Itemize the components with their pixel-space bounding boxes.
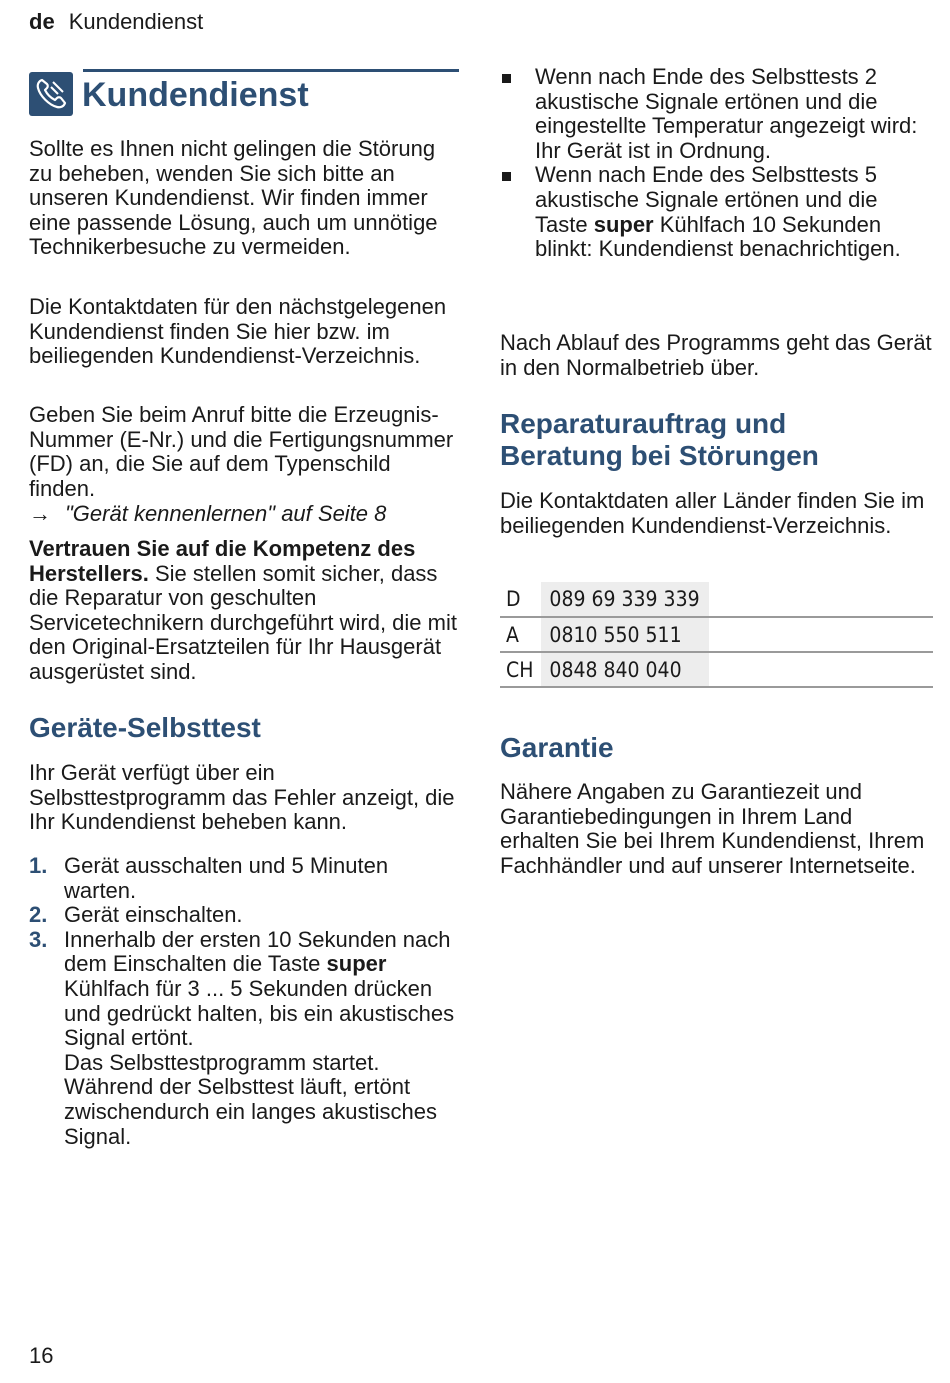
list-item [29,903,461,928]
step-text: Kühlfach für 3 ... 5 Sekunden drücken und gedrückt halten, bis ein akustisches Signal ertönt. [64,975,455,1051]
intro-paragraph-4 [29,537,461,685]
phone-icon [29,72,73,116]
header-section: Kundendienst [68,9,204,34]
warranty-heading: Garantie [500,732,614,763]
cross-reference-link[interactable] [29,502,461,527]
country-code: D [506,587,521,611]
phone-number: 0848 840 040 [541,652,709,687]
list-item [29,854,461,903]
table-cell-empty [709,582,933,617]
table-row [500,582,933,617]
bullet-key-name: super [593,211,654,237]
bullet-text: Wenn nach Ende des Selbsttests 5 akustische Signale ertönen und die Taste [535,162,878,237]
warranty-text: Nähere Angaben zu Garantiezeit und Garantiebedingungen in Ihrem Land erhalten Sie bei Ihrem Kundendienst, Ihrem Fachhändler und auf unserer Internetseite. [500,779,925,878]
selftest-heading: Geräte-Selbsttest [29,712,261,743]
phone-number: 0810 550 511 [541,617,709,652]
selftest-after: Nach Ablauf des Programms geht das Gerät in den Normalbetrieb über. [500,330,932,380]
repair-intro: Die Kontaktdaten aller Länder finden Sie im beiliegenden Kundendienst-Verzeichnis. [500,488,925,538]
page-header [29,8,203,36]
repair-heading-line-2: Beratung bei Störungen [500,440,819,471]
arrow-right-icon: → [29,501,51,526]
contact-table [500,582,933,688]
step-text: Innerhalb der ersten 10 Sekunden nach dem Einschalten die Taste [64,926,451,977]
table-row [500,617,933,652]
selftest-intro: Ihr Gerät verfügt über ein Selbsttestprogramm das Fehler anzeigt, die Ihr Kundendienst beheben kann. [29,760,455,835]
language-code: de [29,9,55,34]
list-item [500,65,933,163]
bullet-text: Kühlfach 10 Sekunden blinkt: Kundendienst benachrichtigen. [535,211,901,262]
selftest-steps [29,854,461,1149]
intro-paragraph-1: Sollte es Ihnen nicht gelingen die Störung zu beheben, wenden Sie sich bitte an unseren Kundendienst. Wir finden immer eine passende Lösung, auch um unnötige Technikerbesuche zu vermeiden. [29,136,438,260]
cross-reference-text[interactable]: "Gerät kennenlernen" auf Seite 8 [65,501,387,526]
step-text: Gerät einschalten. [64,902,243,928]
intro-paragraph-4-bold: Vertrauen Sie auf die Kompetenz des Herstellers. [29,536,416,586]
page-number: 16 [29,1343,54,1368]
repair-heading [500,408,933,472]
step-key-name: super [326,951,387,977]
table-row [500,652,933,687]
main-title-block [29,69,459,119]
page-title: Kundendienst [82,76,309,114]
intro-paragraph-4-text: Sie stellen somit sicher, dass die Reparatur von geschulten Servicetechnikern durchgeführt wird, die mit den Original-Ersatzteilen für Ihr Hausgerät ausgerüstet sind. [29,560,457,684]
table-cell-empty [709,617,933,652]
bullet-square-icon [502,172,511,181]
list-item [500,163,933,261]
bullet-square-icon [502,74,511,83]
intro-paragraph-2: Die Kontaktdaten für den nächstgelegenen Kundendienst finden Sie hier bzw. im beiliegenden Kundendienst-Verzeichnis. [29,294,447,369]
list-item [29,928,461,1149]
intro-paragraph-3: Geben Sie beim Anruf bitte die Erzeugnis-Nummer (E-Nr.) und die Fertigungsnummer (FD) an, die Sie auf dem Typenschild finden. [29,402,454,501]
phone-number: 089 69 339 339 [541,582,709,617]
step-number: 2. [29,902,48,928]
country-code: A [506,622,519,647]
step-number: 1. [29,853,48,878]
title-rule [83,69,459,72]
table-cell-empty [709,652,933,687]
repair-heading-line-1: Reparaturauftrag und [500,408,787,439]
step-text: Gerät ausschalten und 5 Minuten warten. [64,853,389,903]
step-number: 3. [29,926,48,952]
bullet-text: Wenn nach Ende des Selbsttests 2 akustische Signale ertönen und die eingestellte Temperatur angezeigt wird: Ihr Gerät ist in Ordnung. [535,64,918,163]
country-code: CH [506,657,534,682]
step-text: Das Selbsttestprogramm startet. Während der Selbsttest läuft, ertönt zwischendurch ein langes akustisches Signal. [64,1049,437,1149]
selftest-result-list [500,65,933,262]
